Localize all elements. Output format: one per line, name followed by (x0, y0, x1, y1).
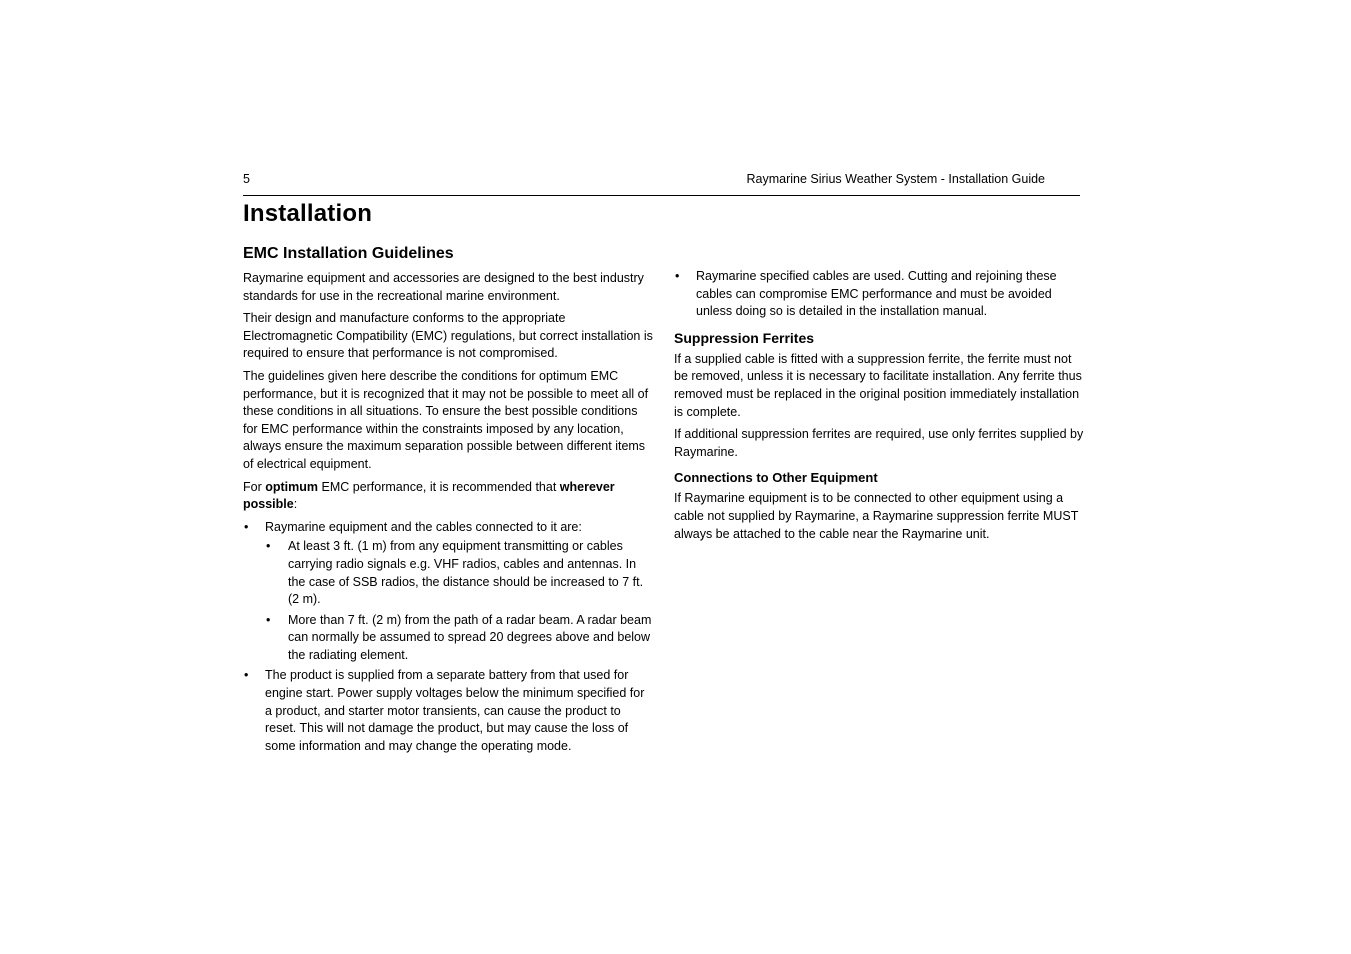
page-header (243, 170, 1080, 196)
list-item: • Raymarine specified cables are used. Cutting and rejoining these cables can compromise EMC performance and must be avoided unless doing so is detailed in the installation manual. (674, 268, 1084, 321)
list-item (243, 519, 653, 665)
p4-post: : (293, 497, 298, 512)
left-column (243, 244, 653, 758)
emc-bullet-list-continued (674, 268, 1084, 321)
emc-paragraph-4 (243, 479, 653, 514)
emc-heading: EMC Installation Guidelines (243, 245, 454, 262)
ferrites-paragraph-1: If a supplied cable is fitted with a suppression ferrite, the ferrite must not be removed, unless it is necessary to facilitate installation. Any ferrite thus removed must be replaced in the original position immediately installation is complete. (674, 351, 1082, 419)
p4-bold-optimum: optimum (265, 479, 319, 494)
list-item: • The product is supplied from a separate battery from that used for engine start. Power supply voltages below the minimum specified for a product, and starter motor transients, can cause the product to reset. This will not damage the product, but may cause the loss of some information and may change the operating mode. (243, 667, 653, 755)
bullet-1-text: Raymarine equipment and the cables connected to it are: (265, 519, 582, 534)
emc-bullet-list (243, 519, 653, 756)
p4-bold-wherever: wherever possible (243, 479, 615, 512)
page-number: 5 (243, 172, 250, 186)
running-head: Raymarine Sirius Weather System - Installation Guide (746, 172, 1045, 186)
nested-bullet-list (265, 538, 653, 664)
emc-paragraph-1: Raymarine equipment and accessories are designed to the best industry standards for use in the recreational marine environment. (243, 271, 644, 303)
list-item: • More than 7 ft. (2 m) from the path of a radar beam. A radar beam can normally be assumed to spread 20 degrees above and below the radiating element. (265, 612, 653, 665)
p4-mid: EMC performance, it is recommended that (318, 479, 560, 494)
list-item: • At least 3 ft. (1 m) from any equipment transmitting or cables carrying radio signals e.g. VHF radios, cables and antennas. In the case of SSB radios, the distance should be increased to 7 ft. (2 m). (265, 538, 653, 608)
p4-pre: For (243, 479, 266, 494)
emc-paragraph-2: Their design and manufacture conforms to the appropriate Electromagnetic Compatibility (EMC) regulations, but correct installation is required to ensure that performance is not compromised. (243, 311, 653, 361)
connections-heading: Connections to Other Equipment (674, 470, 878, 486)
right-column (674, 268, 1084, 548)
ferrites-paragraph-2: If additional suppression ferrites are required, use only ferrites supplied by Raymarine. (674, 427, 1084, 459)
connections-paragraph-1: If Raymarine equipment is to be connected to other equipment using a cable not supplied by Raymarine, a Raymarine suppression ferrite MUST always be attached to the cable near the Raymarine unit. (674, 491, 1079, 541)
emc-paragraph-3: The guidelines given here describe the conditions for optimum EMC performance, but it is recognized that it may not be possible to meet all of these conditions in all situations. To ensure the best possible conditions for EMC performance within the constraints imposed by any location, always ensure the maximum separation possible between different items of electrical equipment. (243, 368, 649, 471)
page-title: Installation (243, 200, 373, 227)
ferrites-heading: Suppression Ferrites (674, 329, 815, 346)
